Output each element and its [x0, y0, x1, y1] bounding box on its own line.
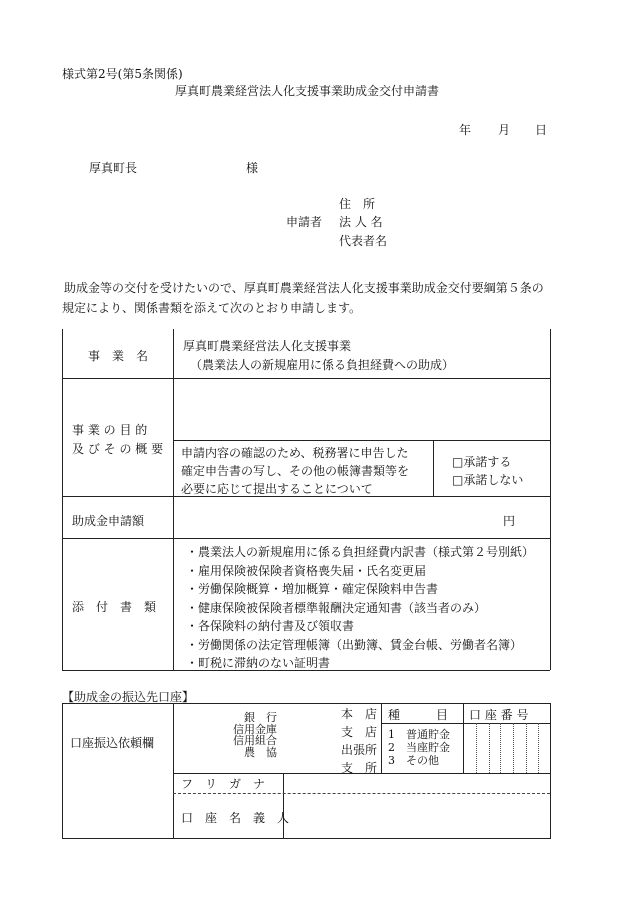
institution-type: 銀 行	[244, 711, 277, 724]
document-title: 厚真町農業経営法人化支援事業助成金交付申請書	[175, 84, 440, 98]
account-type-options	[388, 728, 450, 767]
account-type-option[interactable]: 3 その他	[388, 754, 439, 767]
account-holder-label: 口 座 名 義 人	[181, 811, 290, 825]
consent-disagree-checkbox[interactable]: □承諾しない	[452, 473, 524, 487]
attachment-item: ・労働関係の法定管理帳簿（出勤簿、賃金台帳、労働者名簿）	[186, 638, 523, 652]
applicant-representative-label: 代表者名	[339, 234, 388, 248]
account-number-header: 口 座 番 号	[469, 708, 529, 722]
purpose-label-line-2: 及 び そ の 概 要	[72, 442, 164, 456]
consent-agree-checkbox[interactable]: □承諾する	[452, 455, 512, 469]
applicant-label: 申請者	[286, 215, 323, 229]
amount-label: 助成金申請額	[72, 514, 145, 528]
intro-line-2: 規定により、関係書類を添えて次のとおり申請します。	[62, 301, 362, 315]
account-type-option[interactable]: 1 普通貯金	[388, 728, 450, 741]
branch-type: 出張所	[340, 743, 377, 757]
attachments-label: 添 付 書 類	[72, 600, 157, 614]
applicant-address-label: 住 所	[339, 197, 376, 211]
date-day-label: 日	[535, 123, 548, 137]
institution-type-list	[229, 712, 277, 758]
bank-section-title: 【助成金の振込先口座】	[62, 690, 195, 704]
addressee-honorific: 様	[246, 161, 259, 175]
bank-row-label: 口座振込依頼欄	[70, 736, 155, 750]
account-type-header: 種 目	[388, 708, 449, 722]
date-month-label: 月	[498, 123, 511, 137]
intro-line-1: 助成金等の交付を受けたいので、厚真町農業経営法人化支援事業助成金交付要綱第５条の	[64, 281, 544, 295]
account-type-option[interactable]: 2 当座貯金	[388, 741, 450, 754]
branch-type: 支 所	[340, 761, 377, 775]
project-name-label: 事 業 名	[87, 349, 148, 363]
institution-type: 信用金庫	[233, 722, 277, 736]
consent-text-line-2: 確定申告書の写し、その他の帳簿書類等を	[181, 464, 410, 478]
attachment-item: ・労働保険概算・増加概算・確定保険料申告書	[186, 582, 439, 596]
attachment-item: ・農業法人の新規雇用に係る負担経費内訳書（様式第２号別紙）	[186, 545, 535, 559]
form-number: 様式第2号(第5条関係)	[62, 67, 183, 81]
purpose-label-line-1: 事 業 の 目 的	[72, 423, 148, 437]
attachment-item: ・各保険料の納付書及び領収書	[186, 619, 355, 633]
amount-unit: 円	[503, 514, 516, 528]
institution-type: 信用組合	[233, 734, 277, 747]
attachment-item: ・雇用保険被保険者資格喪失届・氏名変更届	[186, 564, 427, 578]
consent-text-line-3: 必要に応じて提出することについて	[181, 482, 373, 496]
applicant-corp-name-label: 法 人 名	[339, 215, 383, 229]
addressee-name: 厚真町長	[89, 161, 138, 175]
project-name-value: 厚真町農業経営法人化支援事業	[183, 339, 352, 353]
consent-text-line-1: 申請内容の確認のため、税務署に申告した	[181, 446, 409, 460]
branch-type: 支 店	[340, 725, 377, 739]
attachment-item: ・町税に滞納のない証明書	[186, 656, 331, 670]
attachment-item: ・健康保険被保険者標準報酬決定通知書（該当者のみ）	[186, 601, 487, 615]
branch-type: 本 店	[340, 707, 377, 721]
date-year-label: 年	[459, 123, 472, 137]
project-name-subtitle: （農業法人の新規雇用に係る負担経費への助成）	[190, 358, 455, 372]
furigana-label: フ リ ガ ナ	[181, 777, 266, 791]
branch-type-list	[339, 705, 377, 777]
institution-type: 農 協	[244, 745, 277, 759]
